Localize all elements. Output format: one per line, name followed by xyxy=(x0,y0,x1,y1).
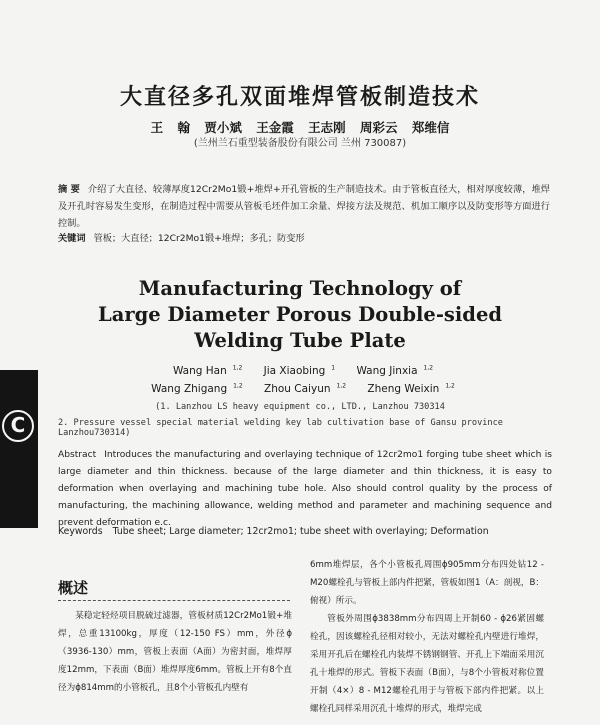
chinese-keywords-text: 管板；大直径；12Cr2Mo1锻+堆焊；多孔；防变形 xyxy=(93,233,305,244)
left-column xyxy=(58,607,292,697)
right-column xyxy=(310,556,544,718)
right-column-paragraph: 管板外周围ϕ3838mm分布四周上开制60 - ϕ26紧固螺栓孔，因该螺栓孔径相对较小，无法对螺栓孔内壁进行堆焊，采用开孔后在螺栓孔内装焊不锈钢钢管、开孔上下端面采用沉孔十堆焊的形式。管板下表面（B面），与8个小管板对称位置开制（4×）8 - M12螺栓孔用于与管板下部内件把紧。以上螺栓孔同样采用沉孔十堆焊的形式，堆焊完成 xyxy=(310,614,544,714)
cn-author: 王志刚 xyxy=(308,120,346,135)
cn-author: 郑维信 xyxy=(411,120,450,135)
en-author-name: Zhou Caiyun xyxy=(264,382,331,395)
en-author-sup: 1,2 xyxy=(445,382,455,389)
chinese-abstract-text: 介绍了大直径、较薄厚度12Cr2Mo1锻+堆焊+开孔管板的生产制造技术。由于管板直径大，相对厚度较薄，堆焊及开孔时容易发生变形，在制造过程中需要从管板毛坯件加工余量、焊接方法及规范、机加工顺序以及防变形等方面进行控制。 xyxy=(58,184,550,229)
english-abstract xyxy=(58,447,552,532)
chinese-title: 大直径多孔双面堆焊管板制造技术 xyxy=(119,85,480,110)
en-author-sup: 1,2 xyxy=(336,382,347,389)
en-author-name: Wang Han xyxy=(172,364,227,377)
left-column-paragraph: 某稳定轻烃项目脱硫过滤器，管板材质12Cr2Mo1锻+堆焊，总重13100kg，厚度（12-150 FS）mm，外径ϕ（3936-130）mm，管板上表面（A面）为密封面，堆焊厚度12mm，下表面（B面）堆焊厚度6mm。管板上开有8个直径为ϕ814mm的小管板孔，且8个小管板孔内壁有 xyxy=(58,611,292,693)
en-author xyxy=(361,383,454,395)
en-author-name: Wang Jinxia xyxy=(356,364,418,377)
english-keywords-text: Tube sheet; Large diameter; 12cr2mo1; tube sheet with overlaying; Deformation xyxy=(112,526,489,537)
en-author-name: Jia Xiaobing xyxy=(263,364,326,377)
copyright-c-icon: C xyxy=(2,410,34,442)
en-author-name: Wang Zhigang xyxy=(151,382,228,395)
english-title-line: Manufacturing Technology of xyxy=(138,277,462,300)
english-title-line: Welding Tube Plate xyxy=(194,329,406,352)
section-heading: 概述 xyxy=(58,579,89,597)
english-affiliation-1: (1. Lanzhou LS heavy equipment co., LTD., Lanzhou 730314 xyxy=(155,402,445,412)
en-author xyxy=(350,365,433,377)
section-divider xyxy=(58,600,290,601)
english-title xyxy=(0,276,600,354)
side-tab xyxy=(0,370,38,528)
english-keywords-label: Keywords xyxy=(58,526,103,537)
cn-author: 王 翰 xyxy=(150,120,190,135)
en-author-sup: 1 xyxy=(331,364,336,371)
en-author xyxy=(258,365,336,377)
cn-author: 贾小斌 xyxy=(204,120,242,135)
chinese-abstract xyxy=(58,181,550,232)
en-author-name: Zheng Weixin xyxy=(367,382,440,395)
english-authors-row-1 xyxy=(0,364,600,377)
en-author xyxy=(145,383,243,395)
en-author-sup: 1,2 xyxy=(233,382,243,389)
chinese-affiliation: (兰州兰石重型装备股份有限公司 兰州 730087) xyxy=(193,138,407,149)
chinese-keywords-label: 关键词 xyxy=(58,233,86,244)
en-author xyxy=(167,365,242,377)
english-abstract-text: Introduces the manufacturing and overlaying technique of 12cr2mo1 forging tube sheet which is large diameter and thin thickness. because of the large diameter and thin thickness, it is easy to deformation when overlaying and machining tube hole. Also should control quality by the process of manufacturing, the machining allowance, welding method and parameter and machining sequence and prevent deformation e.c. xyxy=(58,450,552,528)
en-author-sup: 1,2 xyxy=(232,364,243,371)
english-title-line: Large Diameter Porous Double-sided xyxy=(98,303,502,326)
chinese-abstract-label: 摘 要 xyxy=(58,184,80,195)
cn-author: 王金霞 xyxy=(256,120,294,135)
chinese-keywords xyxy=(58,230,550,244)
right-column-paragraph: 6mm堆焊层，各个小管板孔周围ϕ905mm分布四处钻12 - M20螺栓孔与管板上部内件把紧，管板如图1（A：剖视，B：俯视）所示。 xyxy=(310,560,544,606)
en-author-sup: 1,2 xyxy=(423,364,434,371)
en-author xyxy=(258,383,346,395)
cn-author: 周彩云 xyxy=(359,120,398,135)
english-abstract-label: Abstract xyxy=(58,450,97,460)
english-affiliation-2: 2. Pressure vessel special material welding key lab cultivation base of Gansu province Lanzhou730314) xyxy=(58,418,503,438)
english-authors-row-2 xyxy=(0,382,600,395)
english-keywords xyxy=(58,526,552,537)
